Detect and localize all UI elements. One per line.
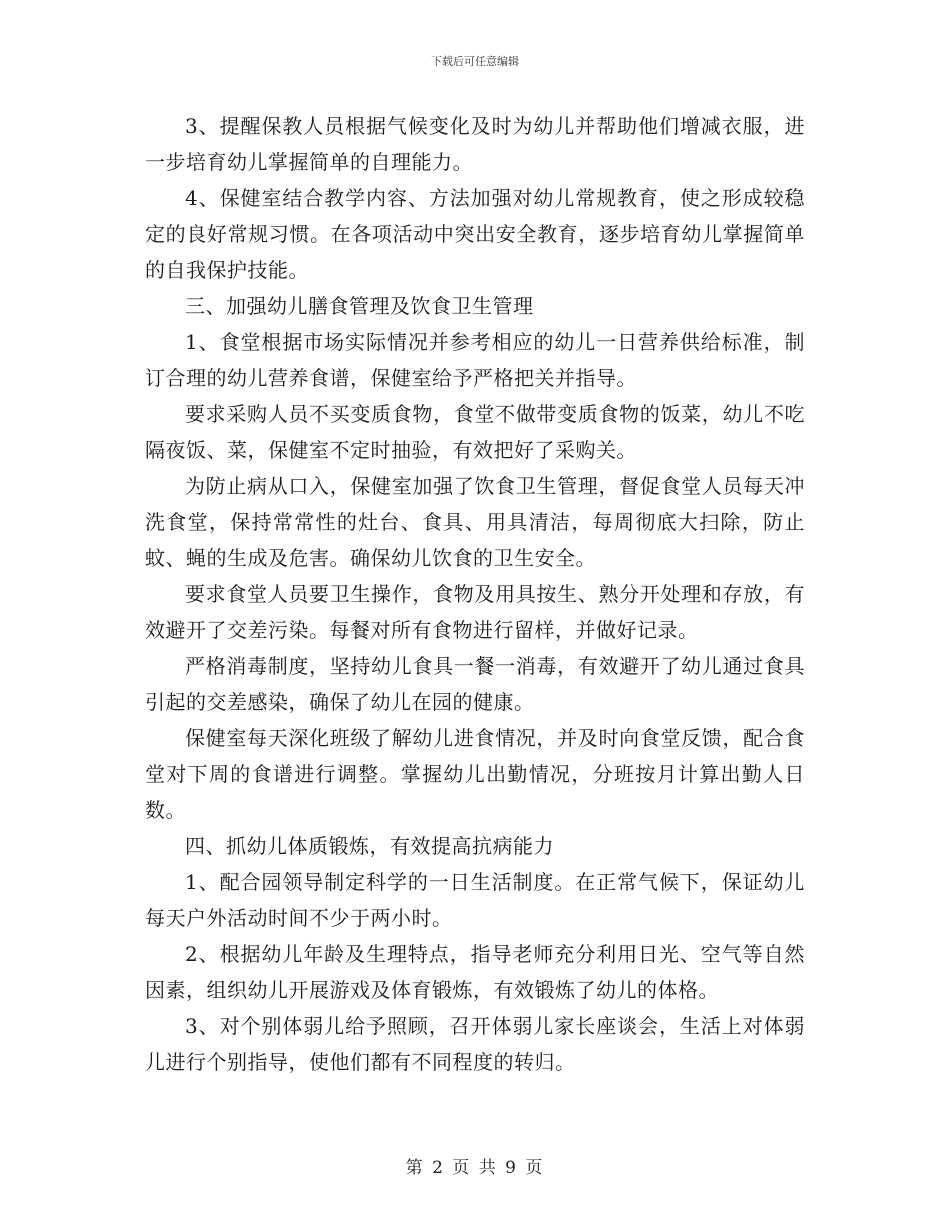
paragraph-item-1-daily-schedule: 1、配合园领导制定科学的一日生活制度。在正常气候下，保证幼儿每天户外活动时间不少于两小时。 [145, 870, 805, 930]
paragraph-food-hygiene: 为防止病从口入，保健室加强了饮食卫生管理，督促食堂人员每天冲洗食堂，保持常常性的灶台、食具、用具清洁，每周彻底大扫除，防止蚊、蝇的生成及危害。确保幼儿饮食的卫生安全。 [145, 474, 805, 570]
page-number-footer: 第 2 页 共 9 页 [405, 1158, 545, 1178]
paragraph-attendance: 保健室每天深化班级了解幼儿进食情况，并及时向食堂反馈，配合食堂对下周的食谱进行调整。掌握幼儿出勤情况，分班按月计算出勤人日数。 [145, 726, 805, 822]
paragraph-item-1-recipes: 1、食堂根据市场实际情况并参考相应的幼儿一日营养供给标准，制订合理的幼儿营养食谱，保健室给予严格把关并指导。 [145, 330, 805, 390]
paragraph-disinfection: 严格消毒制度，坚持幼儿食具一餐一消毒，有效避开了幼儿通过食具引起的交差感染，确保了幼儿在园的健康。 [145, 654, 805, 714]
paragraph-item-2-natural-factors: 2、根据幼儿年龄及生理特点，指导老师充分利用日光、空气等自然因素，组织幼儿开展游戏及体育锻炼，有效锻炼了幼儿的体格。 [145, 942, 805, 1002]
page-header: 下载后可任意编辑 [431, 55, 519, 68]
paragraph-purchasing: 要求采购人员不买变质食物，食堂不做带变质食物的饭菜，幼儿不吃隔夜饭、菜，保健室不定时抽验，有效把好了采购关。 [145, 402, 805, 462]
document-body [145, 108, 805, 1080]
section-heading-diet-management: 三、加强幼儿膳食管理及饮食卫生管理 [185, 294, 534, 318]
paragraph-item-4-routine-education: 4、保健室结合教学内容、方法加强对幼儿常规教育，使之形成较稳定的良好常规习惯。在各项活动中突出安全教育，逐步培育幼儿掌握简单的自我保护技能。 [145, 186, 805, 282]
paragraph-item-3-reminder: 3、提醒保教人员根据气候变化及时为幼儿并帮助他们增减衣服，进一步培育幼儿掌握简单的自理能力。 [145, 114, 805, 174]
paragraph-kitchen-operation: 要求食堂人员要卫生操作，食物及用具按生、熟分开处理和存放，有效避开了交差污染。每餐对所有食物进行留样，并做好记录。 [145, 582, 805, 642]
section-heading-physical-exercise: 四、抓幼儿体质锻炼，有效提高抗病能力 [185, 834, 554, 858]
paragraph-item-3-weak-children: 3、对个别体弱儿给予照顾，召开体弱儿家长座谈会，生活上对体弱儿进行个别指导，使他们都有不同程度的转归。 [145, 1014, 805, 1074]
